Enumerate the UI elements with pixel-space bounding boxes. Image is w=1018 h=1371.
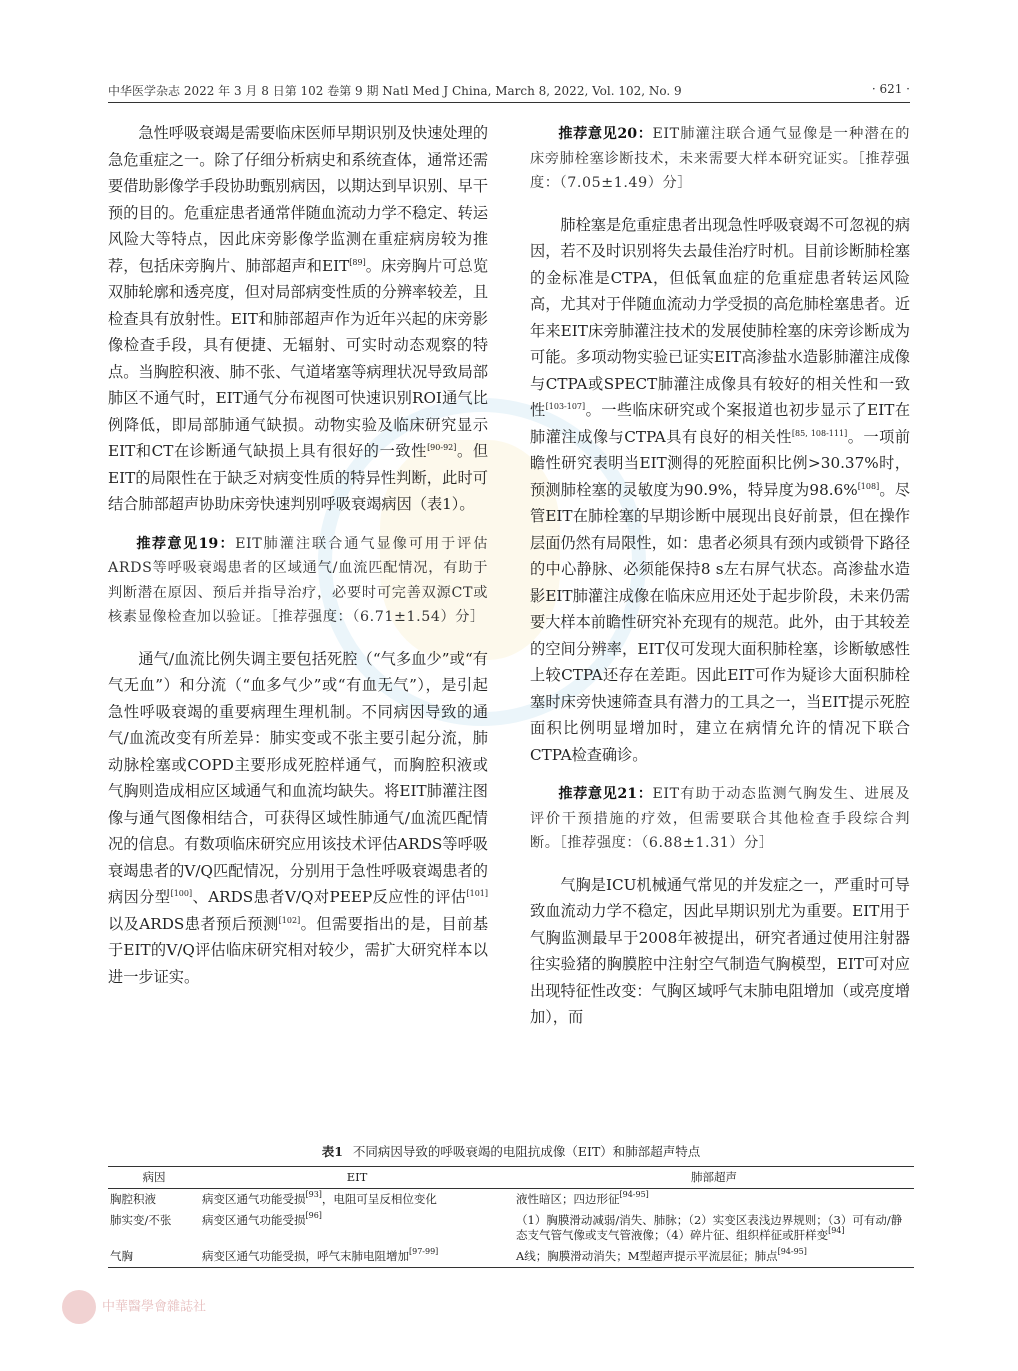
- publisher-logo: 中華醫學會雜誌社: [62, 1290, 206, 1324]
- journal-citation: 中华医学杂志 2022 年 3 月 8 日第 102 卷第 9 期 Natl Med J China, March 8, 2022, Vol. 102, No. 9: [108, 84, 682, 98]
- data-table: [108, 1166, 914, 1268]
- running-header: [108, 80, 910, 103]
- header-eit: EIT: [346, 1170, 368, 1184]
- left-column: [108, 120, 488, 990]
- paragraph: 气胸是ICU机械通气常见的并发症之一，严重时可导致血流动力学不稳定，因此早期识别尤为重要。EIT用于气胸监测最早于2008年被提出，研究者通过使用注射器往实验猪的胸膜腔中注射空气制造气胸模型，EIT可对应出现特征性改变：气胸区域呼气末肺电阻增加（或亮度增加），而: [530, 875, 910, 1026]
- header-ultrasound: 肺部超声: [691, 1170, 737, 1184]
- recommendation-19: 推荐意见19：EIT肺灌注联合通气显像可用于评估ARDS等呼吸衰竭患者的区域通气/血流匹配情况，有助于判断潜在原因、预后并指导治疗，必要时可完善双源CT或核素显像检查加以验证。［推荐强度：（6.71±1.54）分］: [108, 535, 488, 625]
- table-row: 气胸 病变区通气功能受损，呼气末肺电阻增加[97-99] A线；胸膜滑动消失；M型超声提示平流层征；肺点[94-95]: [108, 1246, 914, 1268]
- header-cause: 病因: [142, 1170, 166, 1184]
- paragraph: 肺栓塞是危重症患者出现急性呼吸衰竭不可忽视的病因，若不及时识别将失去最佳治疗时机。目前诊断肺栓塞的金标准是CTPA，但低氧血症的危重症患者转运风险高，尤其对于伴随血流动力学受损的高危肺栓塞患者。近年来EIT床旁肺灌注技术的发展使肺栓塞的床旁诊断成为可能。多项动物实验已证实EIT高渗盐水造影肺灌注成像与CTPA或SPECT肺灌注成像具有较好的相关性和一致性[103-107]。一些临床研究或个案报道也初步显示了EIT在肺灌注成像与CTPA具有良好的相关性[85, 108-111]。一项前瞻性研究表明当EIT测得的死腔面积比例>30.37%时，预测肺栓塞的灵敏度为90.9%，特异度为98.6%[108]。尽管EIT在肺栓塞的早期诊断中展现出良好前景，但在操作层面仍然有局限性，如：患者必须具有颈内或锁骨下路径的中心静脉、必须能保持8 s左右屏气状态。高渗盐水造影EIT肺灌注成像在临床应用还处于起步阶段，未来仍需要大样本前瞻性研究补充现有的规范。此外，由于其较差的空间分辨率，EIT仅可发现大面积肺栓塞，诊断敏感性上较CTPA还存在差距。因此EIT可作为疑诊大面积肺栓塞时床旁快速筛查具有潜力的工具之一，当EIT提示死腔面积比例明显增加时，建立在病情允许的情况下联合CTPA检查确诊。: [530, 215, 911, 764]
- table-1: [108, 1142, 914, 1268]
- page-number: · 621 ·: [871, 82, 910, 96]
- paragraph: 通气/血流比例失调主要包括死腔（“气多血少”或“有气无血”）和分流（“血多气少”或“有血无气”），是引起急性呼吸衰竭的重要病理生理机制。不同病因导致的通气/血流改变有所差异：肺实变或不张主要引起分流，肺动脉栓塞或COPD主要形成死腔样通气，而胸腔积液或气胸则造成相应区域通气和血流均缺失。将EIT肺灌注图像与通气图像相结合，可获得区域性肺通气/血流匹配情况的信息。有数项临床研究应用该技术评估ARDS等呼吸衰竭患者的V/Q匹配情况，分别用于急性呼吸衰竭患者的病因分型[100]、ARDS患者V/Q对PEEP反应性的评估[101]以及ARDS患者预后预测[102]。但需要指出的是，目前基于EIT的V/Q评估临床研究相对较少，需扩大研究样本以进一步证实。: [108, 649, 489, 986]
- recommendation-20: 推荐意见20：EIT肺灌注联合通气显像是一种潜在的床旁肺栓塞诊断技术，未来需要大样本研究证实。［推荐强度：（7.05±1.49）分］: [530, 126, 910, 191]
- table-row: 肺实变/不张 病变区通气功能受损[96] （1）胸膜滑动减弱/消失、肺脉；（2）实变区表浅边界规则；（3）可有动/静态支气管气像或支气管液像；（4）碎片征、组织样征或肝样变[94]: [110, 1211, 903, 1242]
- paragraph: 急性呼吸衰竭是需要临床医师早期识别及快速处理的急危重症之一。除了仔细分析病史和系统查体，通常还需要借助影像学手段协助甄别病因，以期达到早识别、早干预的目的。危重症患者通常伴随血流动力学不稳定、转运风险大等特点，因此床旁影像学监测在重症病房较为推荐，包括床旁胸片、肺部超声和EIT[89]。床旁胸片可总览双肺轮廓和透亮度，但对局部病变性质的分辨率较差，且检查具有放射性。EIT和肺部超声作为近年兴起的床旁影像检查手段，具有便捷、无辐射、可实时动态观察的特点。当胸腔积液、肺不张、气道堵塞等病理状况导致局部肺区不通气时，EIT通气分布视图可快速识别ROI通气比例降低，即局部肺通气缺损。动物实验及临床研究显示EIT和CT在诊断通气缺损上具有很好的一致性[90-92]。但EIT的局限性在于缺乏对病变性质的特异性判断，此时可结合肺部超声协助床旁快速判别呼吸衰竭病因（表1）。: [108, 124, 489, 513]
- seal-icon: [62, 1290, 96, 1324]
- table-caption: 表1 不同病因导致的呼吸衰竭的电阻抗成像（EIT）和肺部超声特点: [321, 1144, 701, 1159]
- table-row: 胸腔积液 病变区通气功能受损[93]，电阻可呈反相位变化 液性暗区；四边形征[94-95]: [110, 1190, 649, 1206]
- right-column: [530, 120, 910, 1031]
- recommendation-21: 推荐意见21：EIT有助于动态监测气胸发生、进展及评价干预措施的疗效，但需要联合其他检查手段综合判断。［推荐强度：（6.88±1.31）分］: [530, 786, 910, 851]
